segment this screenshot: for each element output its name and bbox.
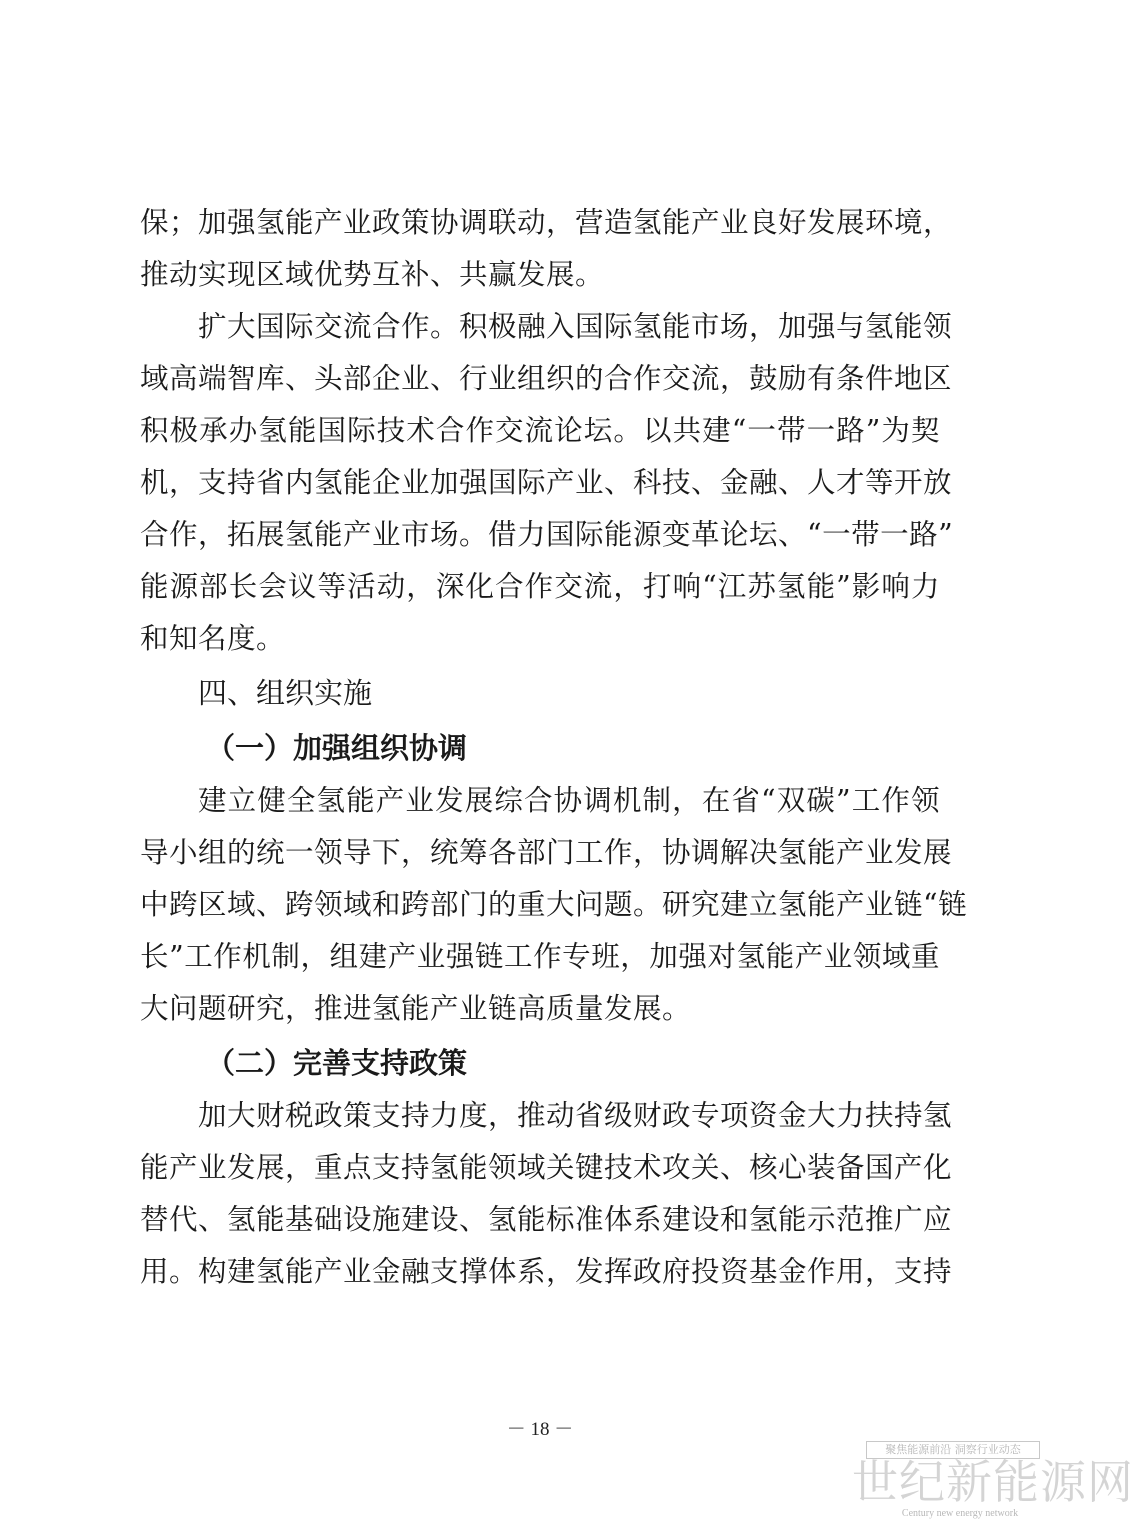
- watermark-logo: 世纪新能源网: [852, 1455, 1134, 1509]
- paragraph-line: 积极承办氢能国际技术合作交流论坛。以共建“一带一路”为契: [140, 414, 940, 447]
- paragraph-line: 推动实现区域优势互补、共赢发展。: [140, 258, 605, 291]
- paragraph-line: 中跨区域、跨领域和跨部门的重大问题。研究建立氢能产业链“链: [140, 888, 968, 921]
- subsection-heading: （二）完善支持政策: [206, 1046, 468, 1080]
- paragraph-line: 和知名度。: [140, 622, 286, 655]
- paragraph-line: 建立健全氢能产业发展综合协调机制，在省“双碳”工作领: [198, 784, 940, 817]
- paragraph-line: 导小组的统一领导下，统筹各部门工作，协调解决氢能产业发展: [140, 836, 953, 869]
- paragraph-line: 大问题研究，推进氢能产业链高质量发展。: [140, 992, 692, 1025]
- subsection-heading: （一）加强组织协调: [206, 731, 468, 765]
- paragraph-line: 长”工作机制，组建产业强链工作专班，加强对氢能产业领域重: [140, 940, 940, 973]
- page-number: － 18 －: [506, 1419, 574, 1440]
- paragraph-line: 合作，拓展氢能产业市场。借力国际能源变革论坛、“一带一路”: [140, 518, 954, 551]
- paragraph-line: 加大财税政策支持力度，推动省级财政专项资金大力扶持氢: [198, 1099, 953, 1132]
- paragraph-line: 能源部长会议等活动，深化合作交流，打响“江苏氢能”影响力: [140, 570, 940, 603]
- paragraph-line: 域高端智库、头部企业、行业组织的合作交流，鼓励有条件地区: [140, 362, 953, 395]
- paragraph-line: 保；加强氢能产业政策协调联动，营造氢能产业良好发展环境，: [140, 206, 953, 239]
- section-heading: 四、组织实施: [198, 676, 373, 710]
- paragraph-line: 替代、氢能基础设施建设、氢能标准体系建设和氢能示范推广应: [140, 1203, 953, 1236]
- paragraph-line: 机，支持省内氢能企业加强国际产业、科技、金融、人才等开放: [140, 466, 953, 499]
- watermark-caption: 聚焦能源前沿 洞察行业动态: [866, 1441, 1040, 1459]
- paragraph-line: 能产业发展，重点支持氢能领域关键技术攻关、核心装备国产化: [140, 1151, 953, 1184]
- paragraph-line: 扩大国际交流合作。积极融入国际氢能市场，加强与氢能领: [198, 310, 953, 343]
- watermark-subtitle: Century new energy network: [901, 1508, 1019, 1519]
- paragraph-line: 用。构建氢能产业金融支撑体系，发挥政府投资基金作用，支持: [140, 1255, 953, 1288]
